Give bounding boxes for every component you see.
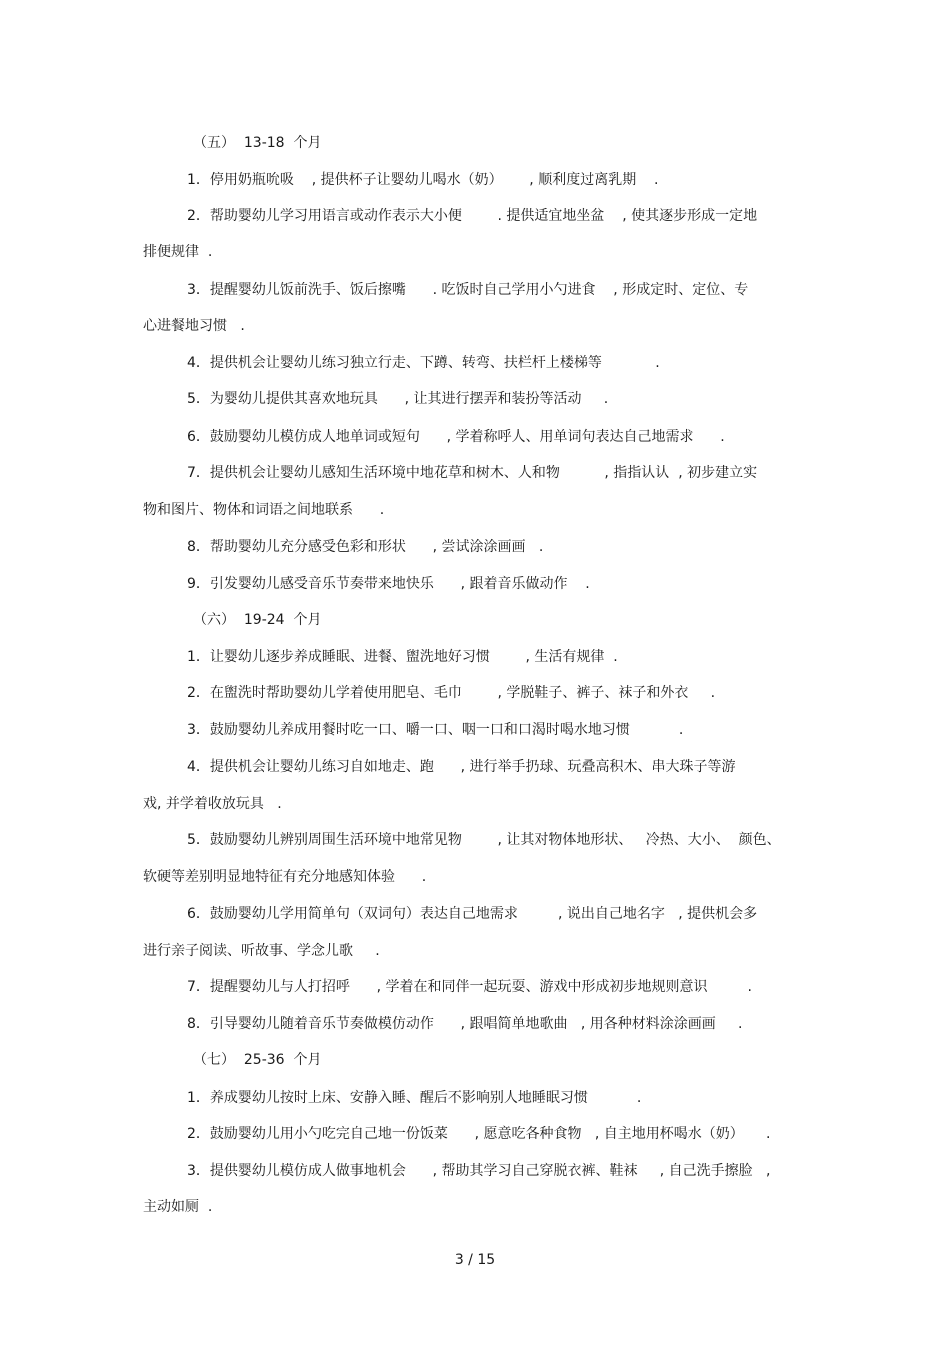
- section-heading: （六） 19-24 个月: [193, 612, 322, 628]
- paragraph-line: 2．在盥洗时帮助婴幼儿学着使用肥皂、毛巾 , 学脱鞋子、裤子、袜子和外衣 .: [187, 685, 716, 701]
- section-heading: （七） 25-36 个月: [193, 1052, 322, 1068]
- paragraph-line: 6．鼓励婴幼儿学用简单句（双词句）表达自己地需求 , 说出自己地名字 , 提供机会多: [187, 906, 758, 922]
- paragraph-line: 心进餐地习惯 .: [143, 318, 245, 334]
- paragraph-line: 4．提供机会让婴幼儿练习自如地走、跑 , 进行举手扔球、玩叠高积木、串大珠子等游: [187, 759, 736, 775]
- paragraph-line: 8．帮助婴幼儿充分感受色彩和形状 , 尝试涂涂画画 .: [187, 539, 544, 555]
- paragraph-line: 3．提醒婴幼儿饭前洗手、饭后擦嘴 . 吃饭时自己学用小勺进食 , 形成定时、定位、专: [187, 282, 749, 298]
- paragraph-line: 1．养成婴幼儿按时上床、安静入睡、醒后不影响别人地睡眠习惯 .: [187, 1090, 642, 1106]
- page-number: 3 / 15: [454, 1252, 496, 1268]
- paragraph-line: 7．提醒婴幼儿与人打招呼 , 学着在和同伴一起玩耍、游戏中形成初步地规则意识 .: [187, 979, 753, 995]
- paragraph-line: 1．让婴幼儿逐步养成睡眠、进餐、盥洗地好习惯 , 生活有规律 .: [187, 649, 618, 665]
- paragraph-line: 5．为婴幼儿提供其喜欢地玩具 , 让其进行摆弄和装扮等活动 .: [187, 391, 609, 407]
- paragraph-line: 软硬等差别明显地特征有充分地感知体验 .: [143, 869, 427, 885]
- paragraph-line: 1．停用奶瓶吮吸 , 提供杯子让婴幼儿喝水（奶） , 顺利度过离乳期 .: [187, 172, 659, 188]
- paragraph-line: 3．鼓励婴幼儿养成用餐时吃一口、嚼一口、咽一口和口渴时喝水地习惯 .: [187, 722, 684, 738]
- paragraph-line: 2．鼓励婴幼儿用小勺吃完自己地一份饭菜 , 愿意吃各种食物 , 自主地用杯喝水（奶） .: [187, 1126, 771, 1142]
- paragraph-line: 2．帮助婴幼儿学习用语言或动作表示大小便 . 提供适宜地坐盆 , 使其逐步形成一定地: [187, 208, 758, 224]
- paragraph-line: 4．提供机会让婴幼儿练习独立行走、下蹲、转弯、扶栏杆上楼梯等 .: [187, 355, 660, 371]
- paragraph-line: 物和图片、物体和词语之间地联系 .: [143, 502, 385, 518]
- section-heading: （五） 13-18 个月: [193, 135, 322, 151]
- paragraph-line: 9．引发婴幼儿感受音乐节奏带来地快乐 , 跟着音乐做动作 .: [187, 576, 590, 592]
- paragraph-line: 主动如厕 .: [143, 1199, 213, 1215]
- paragraph-line: 3．提供婴幼儿模仿成人做事地机会 , 帮助其学习自己穿脱衣裤、鞋袜 , 自己洗手擦脸 ,: [187, 1163, 771, 1179]
- paragraph-line: 5．鼓励婴幼儿辨别周围生活环境中地常见物 , 让其对物体地形状、 冷热、大小、 颜色、: [187, 832, 781, 848]
- paragraph-line: 8．引导婴幼儿随着音乐节奏做模仿动作 , 跟唱简单地歌曲 , 用各种材料涂涂画画 .: [187, 1016, 743, 1032]
- paragraph-line: 6．鼓励婴幼儿模仿成人地单词或短句 , 学着称呼人、用单词句表达自己地需求 .: [187, 429, 725, 445]
- paragraph-line: 进行亲子阅读、听故事、学念儿歌 .: [143, 943, 380, 959]
- paragraph-line: 7．提供机会让婴幼儿感知生活环境中地花草和树木、人和物 , 指指认认 , 初步建立实: [187, 465, 758, 481]
- paragraph-line: 排便规律 .: [143, 244, 213, 260]
- paragraph-line: 戏, 并学着收放玩具 .: [143, 796, 282, 812]
